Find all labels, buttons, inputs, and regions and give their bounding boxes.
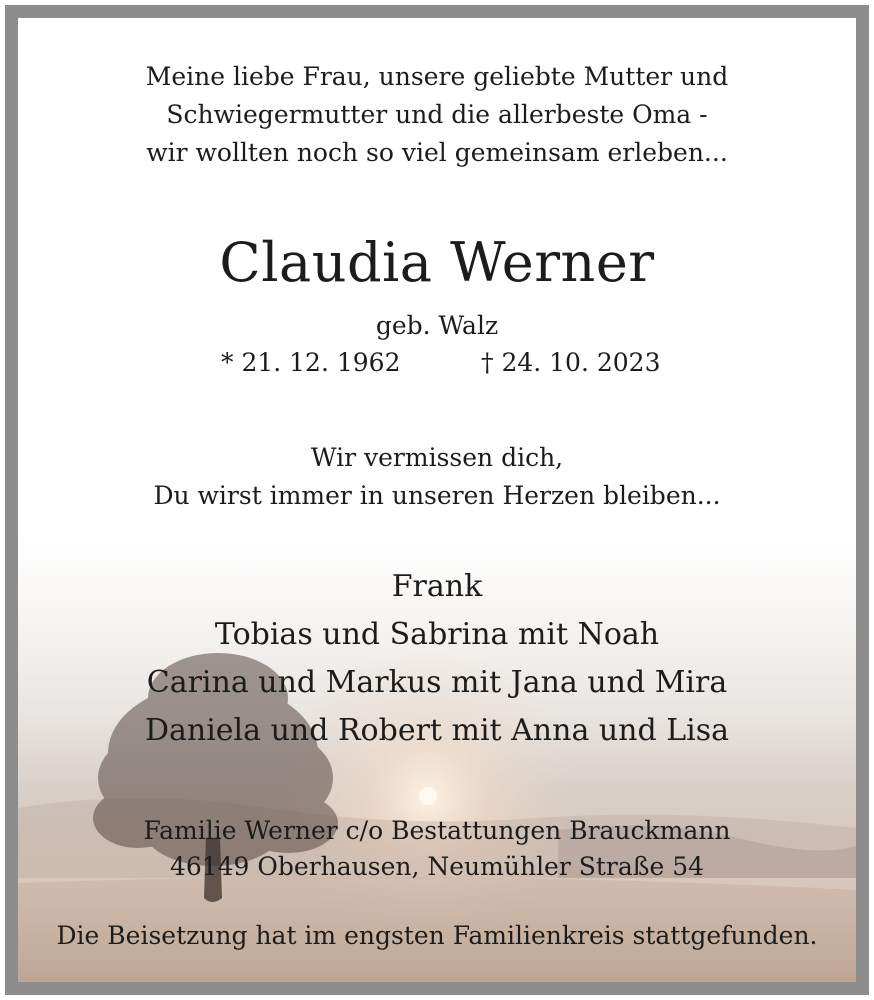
mourner-line-3: Carina und Markus mit Jana und Mira: [146, 665, 728, 700]
intro-line-2: Schwiegermutter und die allerbeste Oma -: [166, 100, 708, 129]
intro-line-1: Meine liebe Frau, unsere geliebte Mutter und: [145, 62, 729, 91]
obituary-text: [18, 18, 856, 982]
address-line-2: 46149 Oberhausen, Neumühler Straße 54: [169, 852, 705, 881]
closing-note: Die Beisetzung hat im engsten Familienkreis stattgefunden.: [56, 921, 818, 950]
intro-line-3: wir wollten noch so viel gemeinsam erleben...: [146, 138, 728, 167]
deceased-name: Claudia Werner: [219, 231, 655, 294]
death-date: † 24. 10. 2023: [481, 348, 661, 377]
mourner-line-2: Tobias und Sabrina mit Noah: [214, 617, 660, 652]
address-line-1: Familie Werner c/o Bestattungen Brauckmann: [143, 816, 731, 845]
birth-date: * 21. 12. 1962: [221, 348, 401, 377]
maiden-name: geb. Walz: [375, 311, 499, 340]
mourner-line-1: Frank: [391, 569, 483, 604]
message-line-2: Du wirst immer in unseren Herzen bleiben...: [153, 481, 721, 510]
message-line-1: Wir vermissen dich,: [310, 443, 564, 472]
life-dates: [18, 346, 856, 380]
obituary-card: [5, 5, 869, 995]
mourner-line-4: Daniela und Robert mit Anna und Lisa: [144, 713, 730, 748]
